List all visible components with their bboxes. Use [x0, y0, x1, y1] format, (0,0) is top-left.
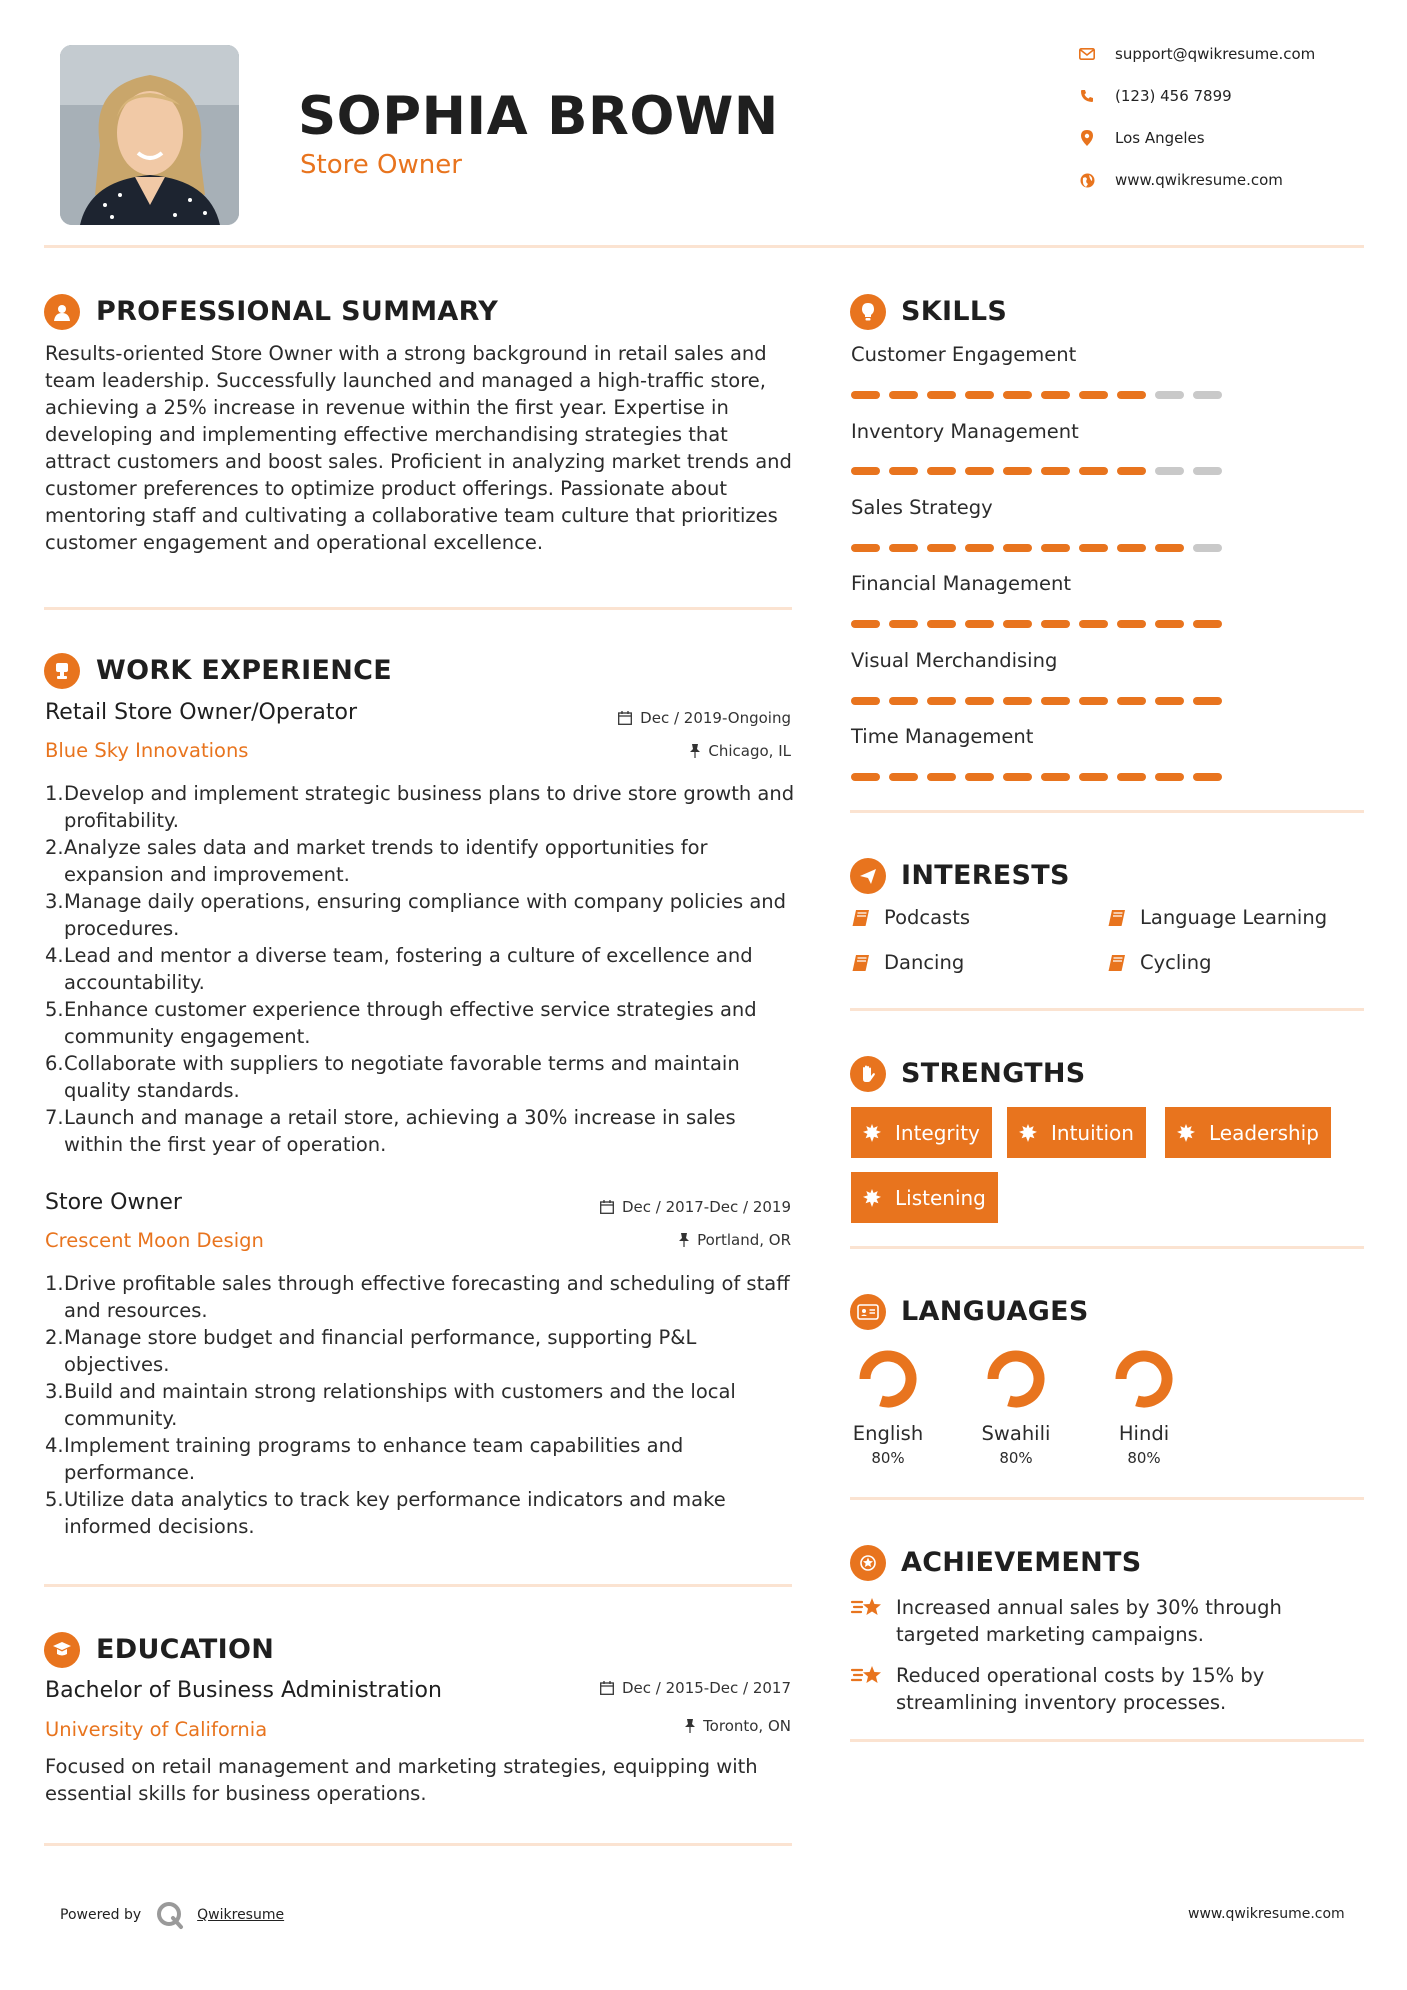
language-name: Swahili: [981, 1422, 1051, 1445]
summary-heading: PROFESSIONAL SUMMARY: [96, 296, 499, 327]
list-item: 6. Collaborate with suppliers to negotiate favorable terms and maintain quality standards.: [45, 1052, 740, 1102]
skill-meter: [851, 773, 1222, 781]
skill-dash-filled: [1117, 467, 1146, 475]
skill-dash-filled: [1155, 697, 1184, 705]
sparkle-icon: [1177, 1124, 1195, 1142]
skills-heading: SKILLS: [901, 296, 1008, 327]
strength-tag: Integrity: [851, 1107, 992, 1158]
achievements-heading: ACHIEVEMENTS: [901, 1547, 1142, 1578]
list-item: 5. Enhance customer experience through effective service strategies and community engagement.: [45, 998, 757, 1048]
achievement-item: Reduced operational costs by 15% by streamlining inventory processes.: [850, 1662, 1350, 1716]
education-heading: EDUCATION: [96, 1634, 275, 1665]
graduation-icon: [44, 1632, 80, 1668]
job-location-text: Chicago, IL: [708, 742, 791, 760]
strengths-divider: [850, 1246, 1364, 1249]
contact-location-text: Los Angeles: [1115, 129, 1205, 147]
language-level-ring: [1113, 1348, 1175, 1410]
skill-dash-filled: [927, 391, 956, 399]
skill-meter: [851, 467, 1222, 475]
language-item: [961, 1348, 1071, 1467]
paper-plane-icon: [850, 858, 886, 894]
skill-name: Inventory Management: [851, 420, 1079, 443]
list-item: 7. Launch and manage a retail store, achieving a 30% increase in sales within the first year of operation.: [45, 1106, 736, 1156]
book-icon: [1107, 954, 1127, 972]
skill-dash-filled: [927, 467, 956, 475]
id-card-icon: [850, 1294, 886, 1330]
strength-tag: Leadership: [1165, 1107, 1331, 1158]
skill-dash-filled: [1117, 773, 1146, 781]
pin-icon: [690, 744, 700, 758]
skill-name: Financial Management: [851, 572, 1072, 595]
interest-item: Language Learning: [1107, 906, 1327, 929]
skill-dash-filled: [851, 391, 880, 399]
skill-dash-empty: [1193, 467, 1222, 475]
skill-dash-filled: [1079, 544, 1108, 552]
skill-dash-filled: [1041, 697, 1070, 705]
job-title: Store Owner: [45, 1190, 182, 1215]
skill-dash-filled: [1041, 620, 1070, 628]
skill-name: Time Management: [851, 725, 1034, 748]
qwikresume-link[interactable]: Qwikresume: [197, 1907, 285, 1923]
skill-dash-filled: [1117, 620, 1146, 628]
sparkle-icon: [863, 1124, 881, 1142]
skill-dash-filled: [1003, 544, 1032, 552]
achievements-divider: [850, 1739, 1364, 1742]
company-name: Blue Sky Innovations: [45, 739, 249, 762]
pin-icon: [685, 1719, 695, 1733]
skill-meter: [851, 391, 1222, 399]
summary-divider: [44, 607, 792, 610]
skill-meter: [851, 544, 1222, 552]
powered-by-label: Powered by: [60, 1907, 142, 1923]
skill-dash-filled: [1003, 773, 1032, 781]
skill-dash-filled: [1003, 620, 1032, 628]
job-bullets: [45, 780, 797, 1158]
language-item: [1089, 1348, 1199, 1467]
skill-dash-empty: [1155, 391, 1184, 399]
list-item: 2. Manage store budget and financial performance, supporting P&L objectives.: [45, 1326, 697, 1376]
skill-dash-filled: [965, 467, 994, 475]
envelope-icon: [1077, 44, 1097, 64]
education-location: [560, 1717, 791, 1735]
skill-dash-filled: [965, 773, 994, 781]
skill-dash-filled: [1041, 467, 1070, 475]
skill-dash-filled: [889, 467, 918, 475]
education-location-text: Toronto, ON: [703, 1717, 791, 1735]
skill-dash-filled: [927, 620, 956, 628]
sparkle-icon: [1019, 1124, 1037, 1142]
skill-dash-filled: [1041, 773, 1070, 781]
language-item: [833, 1348, 943, 1467]
skill-dash-filled: [851, 773, 880, 781]
achievement-item: Increased annual sales by 30% through targeted marketing campaigns.: [850, 1594, 1350, 1648]
skill-dash-filled: [1041, 544, 1070, 552]
skill-dash-filled: [965, 620, 994, 628]
interest-item: Podcasts: [851, 906, 970, 929]
language-level-arc: [1121, 1356, 1167, 1402]
list-item: 3. Build and maintain strong relationships with customers and the local community.: [45, 1380, 736, 1430]
job-location: [560, 742, 791, 760]
profile-photo: [60, 45, 239, 225]
company-name: Crescent Moon Design: [45, 1229, 264, 1252]
skill-dash-filled: [1155, 620, 1184, 628]
job-dates-text: Dec / 2017-Dec / 2019: [622, 1198, 791, 1216]
language-percent: 80%: [1127, 1449, 1161, 1467]
skill-dash-filled: [1003, 391, 1032, 399]
contact-email-text: support@qwikresume.com: [1115, 45, 1316, 63]
skill-dash-filled: [927, 773, 956, 781]
interest-item: Dancing: [851, 951, 964, 974]
skill-dash-filled: [1117, 697, 1146, 705]
footer-powered-by: [60, 1900, 284, 1930]
skill-dash-filled: [1079, 620, 1108, 628]
language-percent: 80%: [999, 1449, 1033, 1467]
globe-icon: [1077, 170, 1097, 190]
language-level-ring: [985, 1348, 1047, 1410]
skill-dash-filled: [851, 620, 880, 628]
skill-dash-filled: [1193, 773, 1222, 781]
skill-dash-filled: [1117, 544, 1146, 552]
language-name: Hindi: [1118, 1422, 1170, 1445]
language-name: English: [852, 1422, 924, 1445]
book-icon: [851, 954, 871, 972]
shooting-star-icon: [850, 1662, 886, 1690]
contact-website-text: www.qwikresume.com: [1115, 171, 1283, 189]
degree-title: Bachelor of Business Administration: [45, 1678, 442, 1703]
experience-divider: [44, 1584, 792, 1587]
location-pin-icon: [1077, 128, 1097, 148]
lightbulb-icon: [850, 294, 886, 330]
job-location-text: Portland, OR: [697, 1231, 791, 1249]
skill-dash-filled: [1041, 391, 1070, 399]
skill-dash-filled: [965, 391, 994, 399]
strength-tag: Listening: [851, 1172, 998, 1223]
strengths-heading: STRENGTHS: [901, 1058, 1086, 1089]
skill-dash-filled: [1155, 773, 1184, 781]
list-item: 5. Utilize data analytics to track key performance indicators and make informed decisions.: [45, 1488, 726, 1538]
languages-divider: [850, 1497, 1364, 1500]
skill-dash-filled: [927, 544, 956, 552]
book-icon: [851, 909, 871, 927]
language-level-arc: [865, 1356, 911, 1402]
header-divider: [44, 245, 1364, 248]
experience-heading: WORK EXPERIENCE: [96, 655, 392, 686]
skill-dash-filled: [1079, 773, 1108, 781]
qwikresume-logo-icon: [155, 1900, 185, 1930]
language-level-ring: [857, 1348, 919, 1410]
skills-divider: [850, 810, 1364, 813]
interest-item: Cycling: [1107, 951, 1211, 974]
skill-dash-filled: [889, 697, 918, 705]
skill-dash-filled: [851, 544, 880, 552]
skill-dash-filled: [1003, 697, 1032, 705]
job-title: Retail Store Owner/Operator: [45, 700, 358, 725]
calendar-icon: [600, 1200, 614, 1214]
contact-website[interactable]: [1077, 168, 1283, 192]
skill-dash-filled: [965, 697, 994, 705]
contact-email[interactable]: [1077, 42, 1315, 66]
calendar-icon: [600, 1681, 614, 1695]
education-dates-text: Dec / 2015-Dec / 2017: [622, 1679, 791, 1697]
sparkle-icon: [863, 1189, 881, 1207]
skill-name: Customer Engagement: [851, 343, 1077, 366]
interests-heading: INTERESTS: [901, 860, 1070, 891]
job-dates: [560, 1198, 791, 1216]
job-bullets: [45, 1270, 797, 1540]
phone-icon: [1077, 86, 1097, 106]
skill-name: Visual Merchandising: [851, 649, 1058, 672]
list-item: 3. Manage daily operations, ensuring compliance with company policies and procedures.: [45, 890, 787, 940]
hand-icon: [850, 1056, 886, 1092]
skill-dash-empty: [1193, 391, 1222, 399]
skill-dash-filled: [889, 544, 918, 552]
interests-divider: [850, 1008, 1364, 1011]
language-percent: 80%: [871, 1449, 905, 1467]
skill-dash-filled: [889, 773, 918, 781]
languages-heading: LANGUAGES: [901, 1296, 1089, 1327]
skill-meter: [851, 620, 1222, 628]
skill-dash-filled: [1193, 620, 1222, 628]
skill-dash-filled: [851, 467, 880, 475]
list-item: 1. Develop and implement strategic business plans to drive store growth and profitability.: [45, 782, 795, 832]
briefcase-icon: [44, 653, 80, 689]
education-text: Focused on retail management and marketing strategies, equipping with essential skills for business operations.: [45, 1755, 758, 1805]
education-divider: [44, 1843, 792, 1846]
shooting-star-icon: [850, 1594, 886, 1622]
skill-dash-filled: [1117, 391, 1146, 399]
skill-dash-filled: [1079, 391, 1108, 399]
job-dates-text: Dec / 2019-Ongoing: [640, 709, 791, 727]
job-location: [560, 1231, 791, 1249]
skill-dash-filled: [1079, 697, 1108, 705]
skill-dash-filled: [1155, 544, 1184, 552]
skill-dash-filled: [889, 620, 918, 628]
user-icon: [44, 294, 80, 330]
education-dates: [560, 1679, 791, 1697]
skill-dash-filled: [1003, 467, 1032, 475]
contact-phone[interactable]: [1077, 84, 1232, 108]
list-item: 1. Drive profitable sales through effective forecasting and scheduling of staff and resources.: [45, 1272, 790, 1322]
skill-meter: [851, 697, 1222, 705]
summary-text: Results-oriented Store Owner with a strong background in retail sales and team leadership. Successfully launched and managed a high-traffic store, achieving a 25% increase in revenue within the first year. Expertise in developing and implementing effective merchandising strategies that attract customers and boost sales. Proficient in analyzing market trends and customer preferences to optimize product offerings. Passionate about mentoring staff and cultivating a collaborative team culture that prioritizes customer engagement and operational excellence.: [45, 342, 792, 554]
skill-dash-empty: [1193, 544, 1222, 552]
trophy-star-icon: [850, 1545, 886, 1581]
skill-dash-filled: [965, 544, 994, 552]
list-item: 4. Lead and mentor a diverse team, fostering a culture of excellence and accountability.: [45, 944, 753, 994]
skill-dash-empty: [1155, 467, 1184, 475]
pin-icon: [679, 1233, 689, 1247]
job-dates: [560, 709, 791, 727]
list-item: 4. Implement training programs to enhance team capabilities and performance.: [45, 1434, 684, 1484]
calendar-icon: [618, 711, 632, 725]
book-icon: [1107, 909, 1127, 927]
contact-location: [1077, 126, 1205, 150]
footer-website[interactable]: www.qwikresume.com: [1188, 1906, 1345, 1922]
contact-phone-text: (123) 456 7899: [1115, 87, 1232, 105]
strength-tag: Intuition: [1007, 1107, 1146, 1158]
skill-name: Sales Strategy: [851, 496, 993, 519]
skill-dash-filled: [927, 697, 956, 705]
skill-dash-filled: [1193, 697, 1222, 705]
skill-dash-filled: [889, 391, 918, 399]
language-level-arc: [993, 1356, 1039, 1402]
skill-dash-filled: [1079, 467, 1108, 475]
skill-dash-filled: [851, 697, 880, 705]
school-name: University of California: [45, 1718, 268, 1741]
candidate-name: SOPHIA BROWN: [298, 86, 779, 147]
list-item: 2. Analyze sales data and market trends to identify opportunities for expansion and improvement.: [45, 836, 708, 886]
candidate-role: Store Owner: [300, 150, 462, 180]
